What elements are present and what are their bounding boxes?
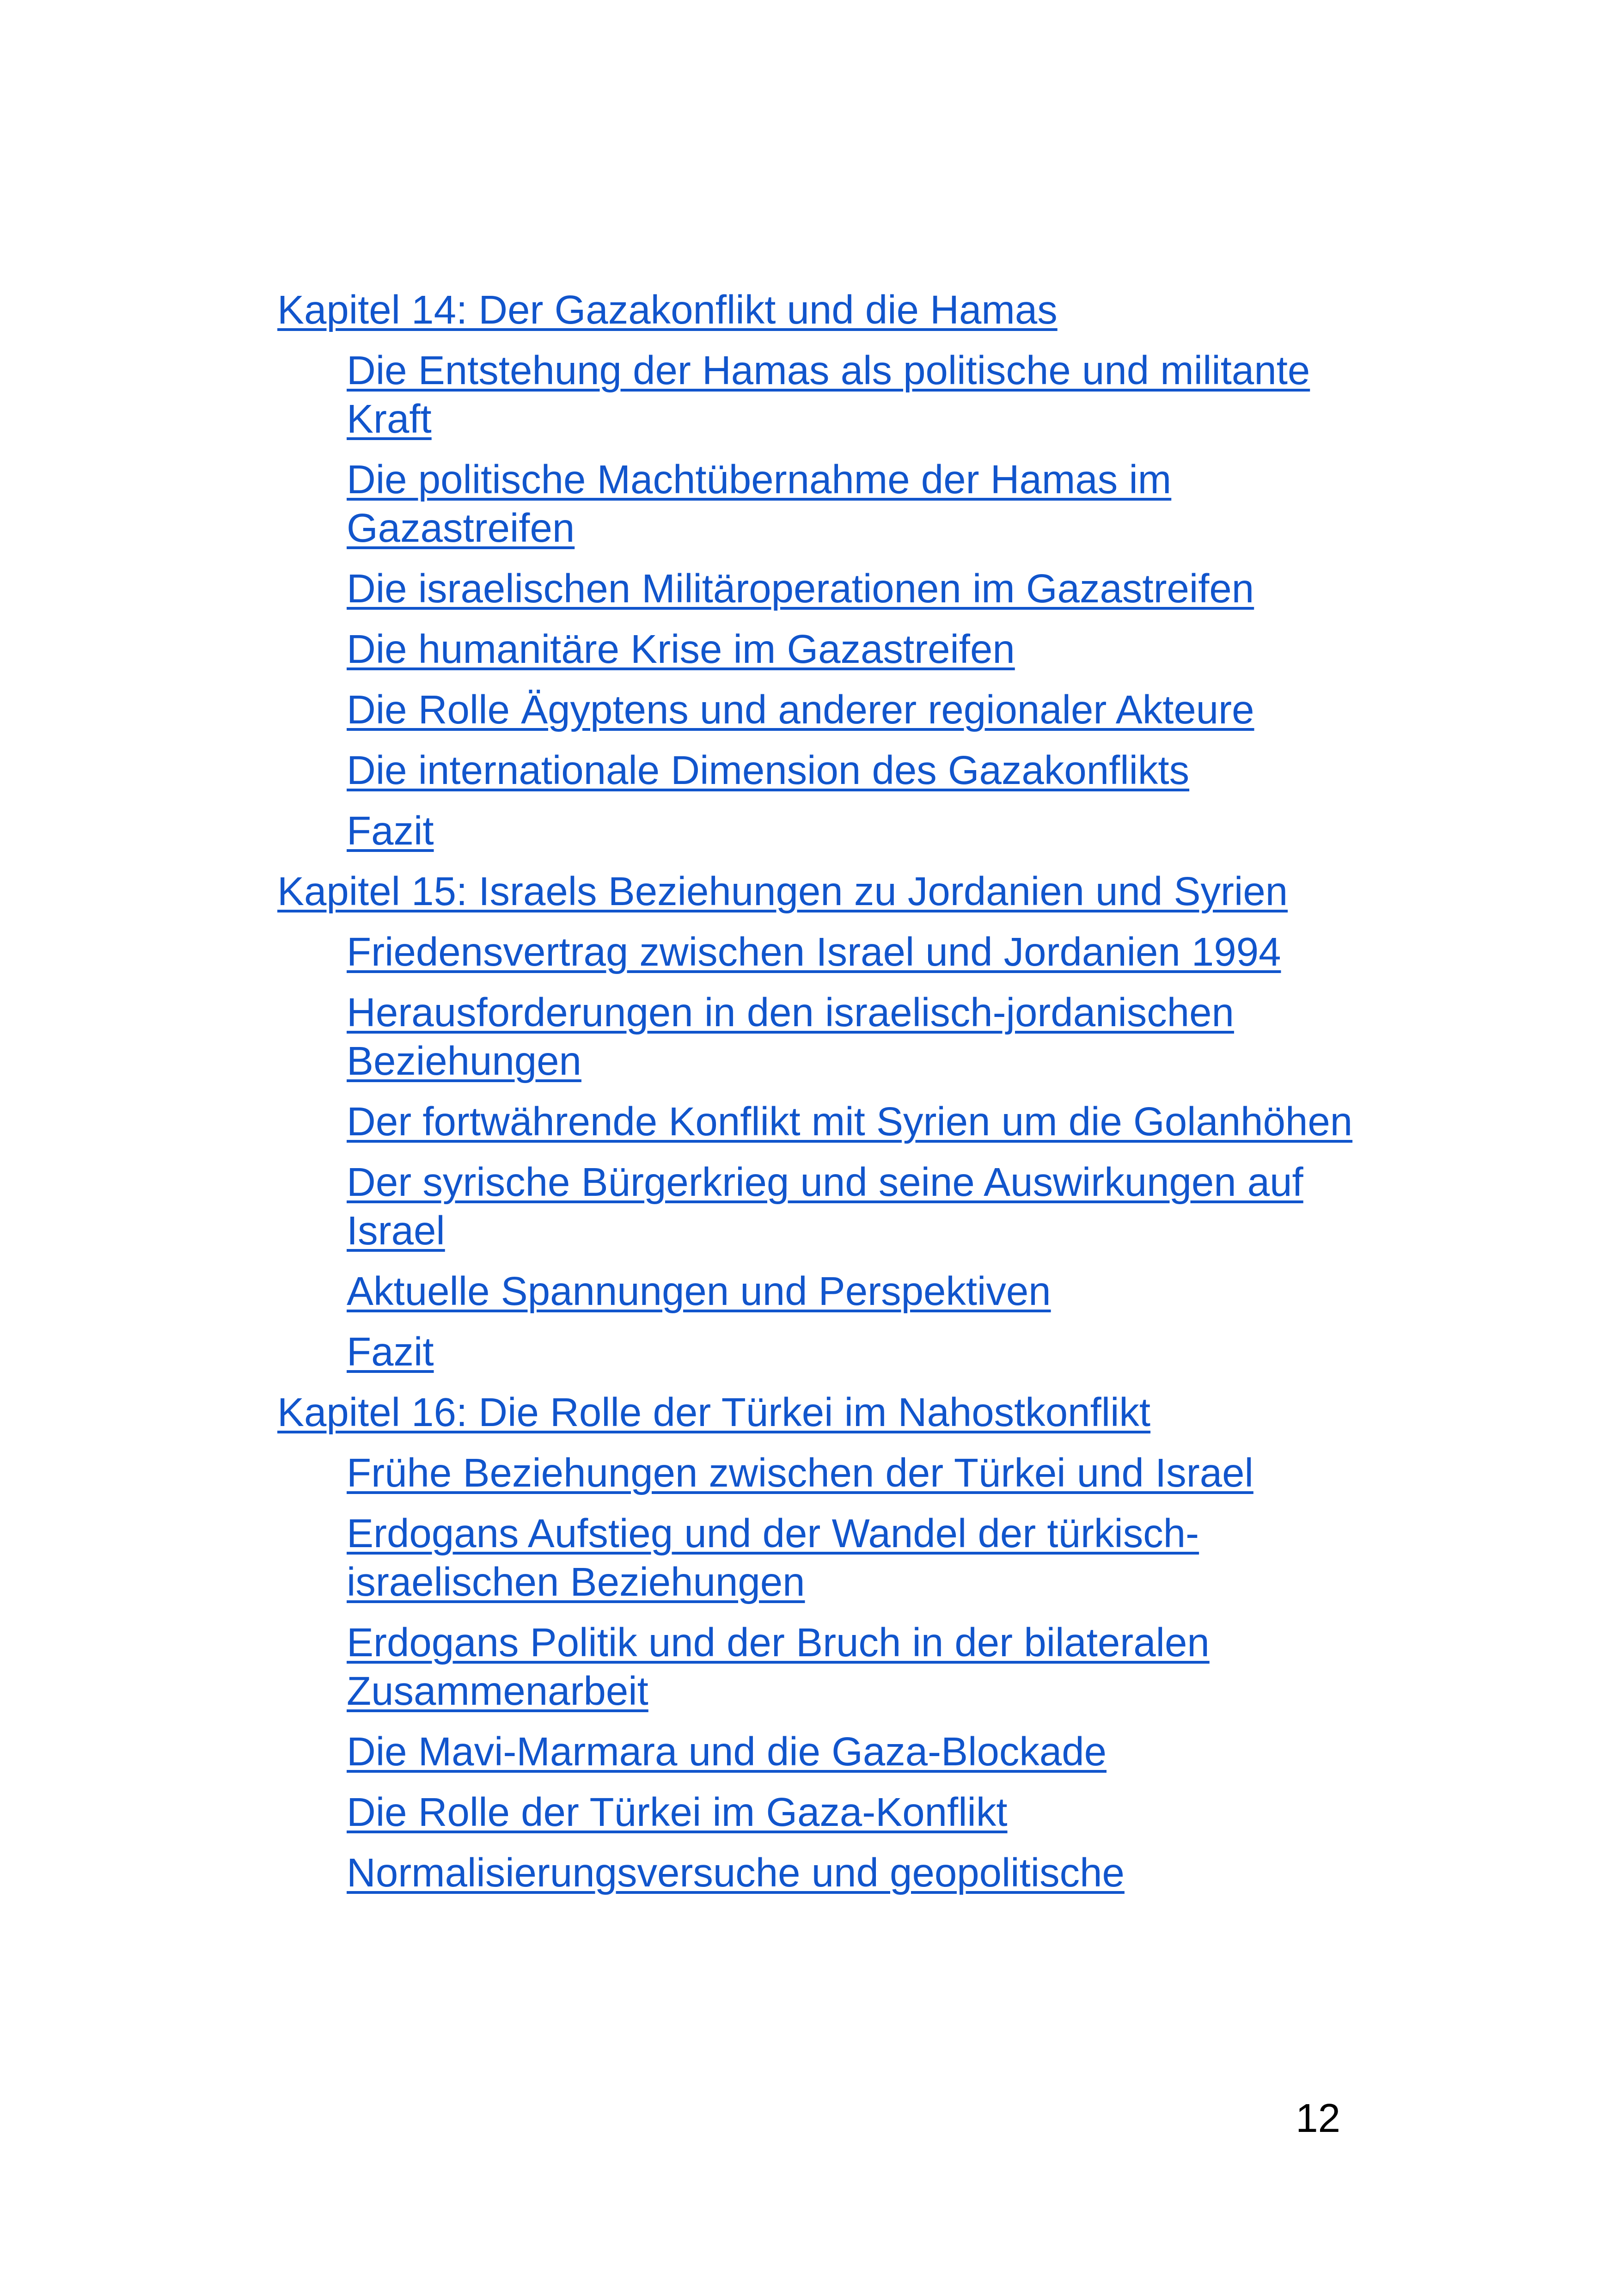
toc-section-link[interactable]: Fazit <box>347 808 434 853</box>
toc-section-link[interactable]: Die humanitäre Krise im Gazastreifen <box>347 627 1015 672</box>
toc-section-link[interactable]: Die Entstehung der Hamas als politische und militante Kraft <box>347 348 1310 441</box>
toc-section-link[interactable]: Die Mavi-Marmara und die Gaza-Blockade <box>347 1729 1107 1774</box>
toc-chapter-16-link[interactable]: Kapitel 16: Die Rolle der Türkei im Nahostkonflikt <box>277 1390 1151 1435</box>
table-of-contents <box>277 286 1387 1909</box>
page-number: 12 <box>1296 2096 1340 2141</box>
toc-chapter-15-link[interactable]: Kapitel 15: Israels Beziehungen zu Jordanien und Syrien <box>277 869 1288 914</box>
toc-section-link[interactable]: Friedensvertrag zwischen Israel und Jordanien 1994 <box>347 930 1281 974</box>
toc-chapter-14-link[interactable]: Kapitel 14: Der Gazakonflikt und die Hamas <box>277 288 1058 332</box>
toc-section-link[interactable]: Aktuelle Spannungen und Perspektiven <box>347 1269 1051 1314</box>
toc-section-link[interactable]: Die Rolle der Türkei im Gaza-Konflikt <box>347 1790 1008 1835</box>
toc-section-link[interactable]: Der fortwährende Konflikt mit Syrien um die Golanhöhen <box>347 1099 1353 1144</box>
toc-section-link[interactable]: Die israelischen Militäroperationen im Gazastreifen <box>347 566 1254 611</box>
toc-section-link[interactable]: Die internationale Dimension des Gazakonflikts <box>347 748 1190 793</box>
toc-section-link[interactable]: Frühe Beziehungen zwischen der Türkei und Israel <box>347 1451 1253 1495</box>
toc-section-link[interactable]: Fazit <box>347 1329 434 1374</box>
toc-section-link[interactable]: Der syrische Bürgerkrieg und seine Auswirkungen auf Israel <box>347 1160 1303 1253</box>
toc-section-link[interactable]: Die politische Machtübernahme der Hamas im Gazastreifen <box>347 457 1172 551</box>
toc-section-link[interactable]: Die Rolle Ägyptens und anderer regionaler Akteure <box>347 687 1254 732</box>
toc-section-link[interactable]: Erdogans Aufstieg und der Wandel der türkisch-israelischen Beziehungen <box>347 1511 1199 1604</box>
toc-section-link[interactable]: Erdogans Politik und der Bruch in der bilateralen Zusammenarbeit <box>347 1620 1210 1714</box>
toc-section-link[interactable]: Herausforderungen in den israelisch-jordanischen Beziehungen <box>347 990 1234 1084</box>
toc-section-link[interactable]: Normalisierungsversuche und geopolitische <box>347 1850 1125 1895</box>
